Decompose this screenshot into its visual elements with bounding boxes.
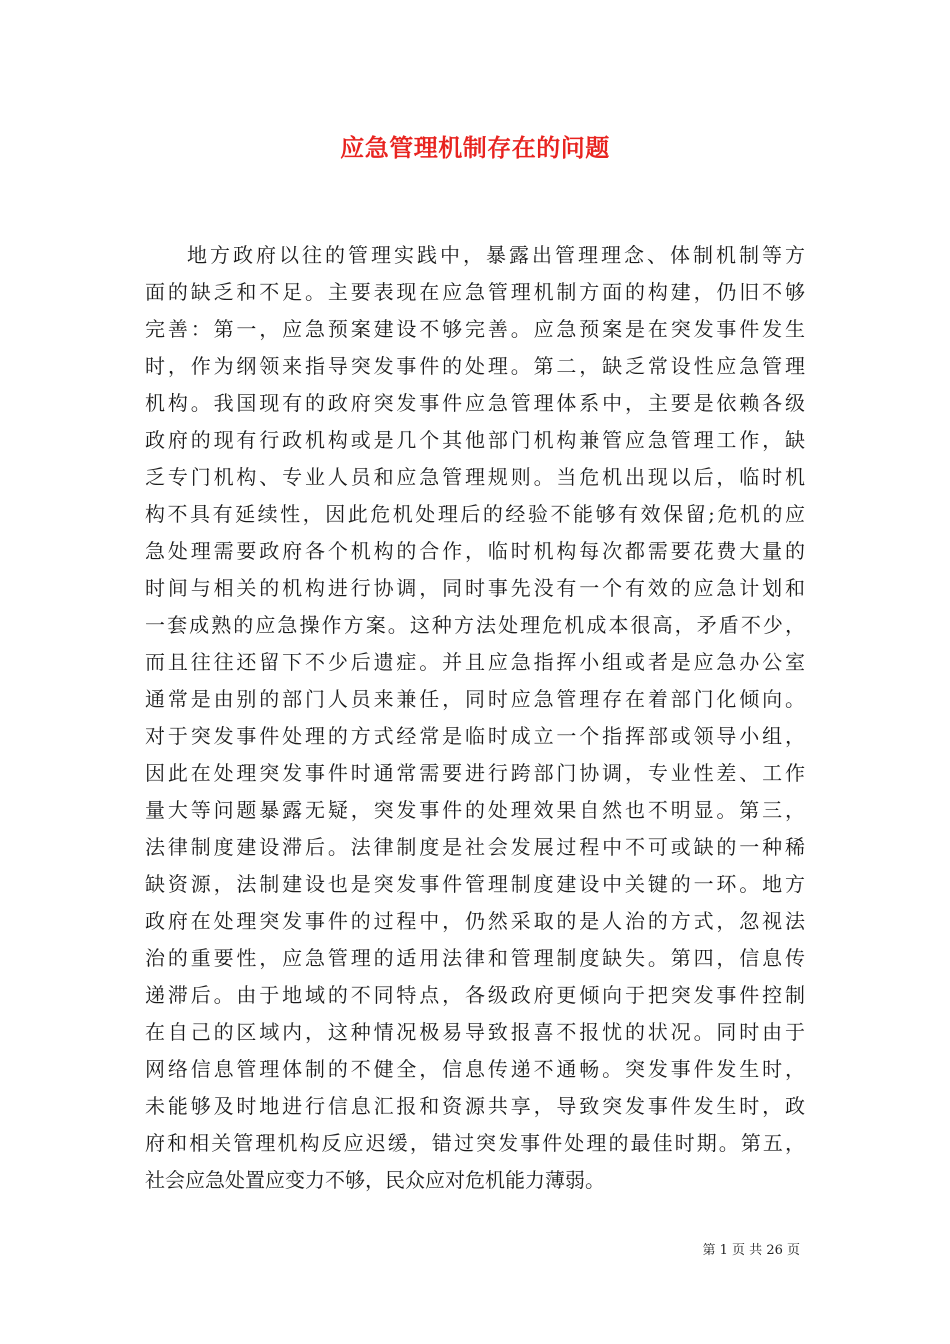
document-title: 应急管理机制存在的问题	[340, 133, 610, 162]
paragraph-line: 在自己的区域内，这种情况极易导致报喜不报忧的状况。同时由于	[145, 1020, 805, 1044]
paragraph-line: 治的重要性，应急管理的适用法律和管理制度缺失。第四，信息传	[145, 946, 805, 970]
paragraph-line: 政府的现有行政机构或是几个其他部门机构兼管应急管理工作，缺	[145, 428, 805, 452]
paragraph-line: 社会应急处置应变力不够，民众应对危机能力薄弱。	[145, 1168, 605, 1192]
paragraph-line: 通常是由别的部门人员来兼任，同时应急管理存在着部门化倾向。	[145, 687, 805, 711]
paragraph-line: 府和相关管理机构反应迟缓，错过突发事件处理的最佳时期。第五，	[145, 1131, 805, 1155]
paragraph-line: 面的缺乏和不足。主要表现在应急管理机制方面的构建，仍旧不够	[145, 280, 805, 304]
paragraph-line: 机构。我国现有的政府突发事件应急管理体系中，主要是依赖各级	[145, 391, 805, 415]
paragraph-line: 量大等问题暴露无疑，突发事件的处理效果自然也不明显。第三，	[145, 798, 805, 822]
paragraph-line: 递滞后。由于地域的不同特点，各级政府更倾向于把突发事件控制	[145, 983, 805, 1007]
paragraph-line: 构不具有延续性，因此危机处理后的经验不能够有效保留;危机的应	[145, 502, 805, 526]
page-number: 第 1 页 共 26 页	[702, 1243, 800, 1258]
paragraph-line: 网络信息管理体制的不健全，信息传递不通畅。突发事件发生时，	[145, 1057, 805, 1081]
paragraph-line: 缺资源，法制建设也是突发事件管理制度建设中关键的一环。地方	[145, 872, 805, 896]
paragraph-line: 完善：第一，应急预案建设不够完善。应急预案是在突发事件发生	[145, 317, 805, 341]
paragraph-line: 急处理需要政府各个机构的合作，临时机构每次都需要花费大量的	[145, 539, 805, 563]
paragraph-line: 法律制度建设滞后。法律制度是社会发展过程中不可或缺的一种稀	[145, 835, 805, 859]
paragraph-line: 政府在处理突发事件的过程中，仍然采取的是人治的方式，忽视法	[145, 909, 805, 933]
paragraph-line: 一套成熟的应急操作方案。这种方法处理危机成本很高，矛盾不少，	[145, 613, 805, 637]
paragraph-line: 乏专门机构、专业人员和应急管理规则。当危机出现以后，临时机	[145, 465, 805, 489]
paragraph-line: 时间与相关的机构进行协调，同时事先没有一个有效的应急计划和	[145, 576, 805, 600]
paragraph-line: 对于突发事件处理的方式经常是临时成立一个指挥部或领导小组，	[145, 724, 805, 748]
paragraph-line: 因此在处理突发事件时通常需要进行跨部门协调，专业性差、工作	[145, 761, 805, 785]
body-paragraph	[145, 237, 805, 1199]
paragraph-line: 地方政府以往的管理实践中，暴露出管理理念、体制机制等方	[187, 243, 805, 267]
paragraph-line: 时，作为纲领来指导突发事件的处理。第二，缺乏常设性应急管理	[145, 354, 805, 378]
paragraph-line: 而且往往还留下不少后遗症。并且应急指挥小组或者是应急办公室	[145, 650, 805, 674]
paragraph-line: 未能够及时地进行信息汇报和资源共享，导致突发事件发生时，政	[145, 1094, 805, 1118]
